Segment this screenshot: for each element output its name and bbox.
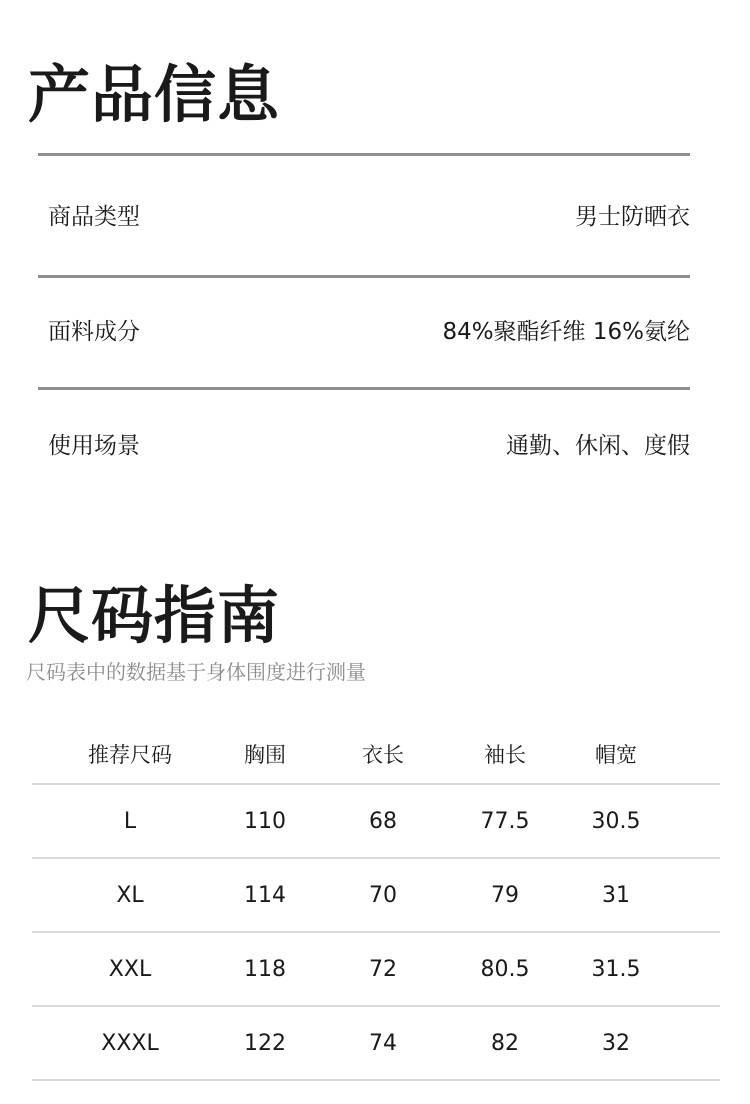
- cell-length: 68: [369, 808, 397, 834]
- cell-chest: 118: [244, 956, 286, 982]
- cell-size: XL: [116, 882, 144, 908]
- table-row: [32, 933, 720, 1007]
- cell-sleeve: 82: [491, 1030, 519, 1056]
- table-row: [32, 785, 720, 859]
- table-header-row: [32, 735, 720, 785]
- info-label: 商品类型: [48, 204, 140, 230]
- product-info-title: 产品信息: [28, 58, 281, 131]
- cell-chest: 114: [244, 882, 286, 908]
- table-row: [32, 1007, 720, 1081]
- header-chest: 胸围: [244, 743, 286, 767]
- cell-sleeve: 79: [491, 882, 519, 908]
- info-row-type: [48, 206, 690, 229]
- cell-sleeve: 80.5: [480, 956, 530, 982]
- divider: [38, 387, 690, 390]
- size-table: [32, 735, 720, 1081]
- cell-hood: 31: [602, 882, 630, 908]
- cell-sleeve: 77.5: [480, 808, 530, 834]
- cell-size: XXXL: [101, 1030, 159, 1056]
- size-guide-title: 尺码指南: [28, 579, 281, 652]
- info-label: 使用场景: [48, 433, 140, 459]
- cell-chest: 110: [244, 808, 286, 834]
- header-length: 衣长: [362, 743, 404, 767]
- info-value: 男士防晒衣: [575, 204, 690, 230]
- header-hood: 帽宽: [595, 743, 637, 767]
- table-row: [32, 859, 720, 933]
- cell-hood: 30.5: [591, 808, 641, 834]
- cell-length: 72: [369, 956, 397, 982]
- info-row-fabric: [48, 321, 690, 344]
- divider: [38, 275, 690, 278]
- size-guide-subtitle: 尺码表中的数据基于身体围度进行测量: [26, 660, 366, 684]
- info-row-scene: [48, 435, 690, 458]
- header-sleeve: 袖长: [484, 743, 526, 767]
- divider: [38, 153, 690, 156]
- cell-size: L: [123, 808, 137, 834]
- cell-hood: 32: [602, 1030, 630, 1056]
- cell-hood: 31.5: [591, 956, 641, 982]
- info-value: 通勤、休闲、度假: [506, 433, 690, 459]
- cell-length: 74: [369, 1030, 397, 1056]
- header-size: 推荐尺码: [88, 743, 172, 767]
- cell-size: XXL: [108, 956, 152, 982]
- info-label: 面料成分: [48, 319, 140, 345]
- cell-length: 70: [369, 882, 397, 908]
- info-value: 84%聚酯纤维 16%氨纶: [442, 319, 690, 345]
- cell-chest: 122: [244, 1030, 286, 1056]
